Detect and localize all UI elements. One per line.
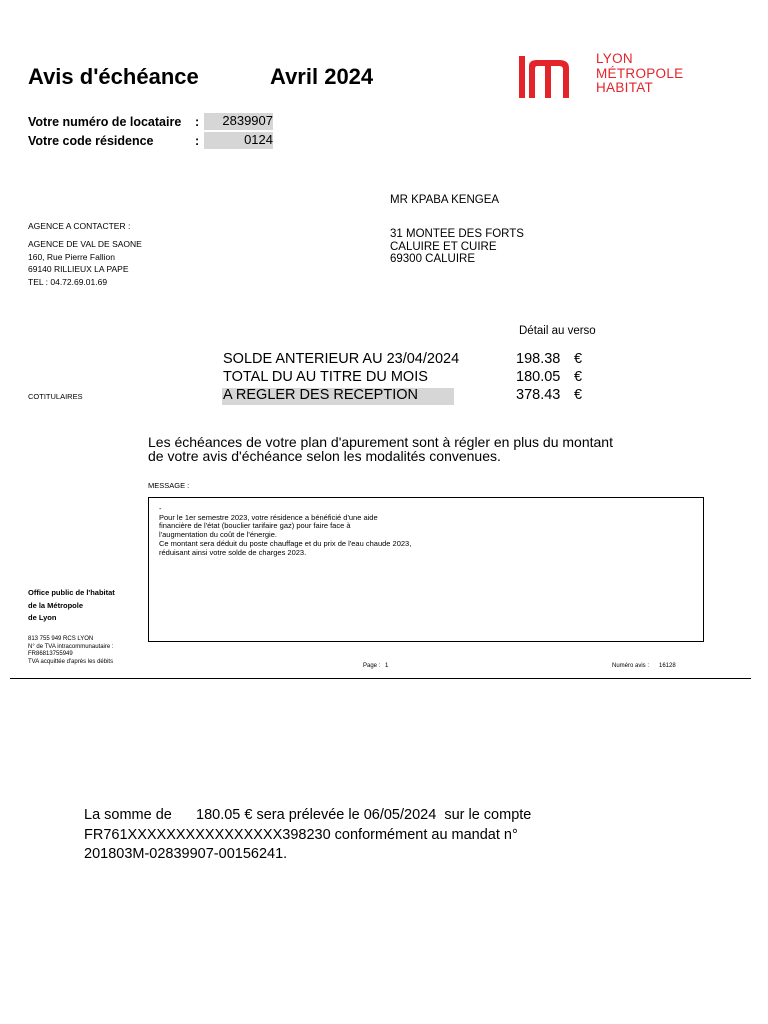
recipient-address-line-3: 69300 CALUIRE — [390, 253, 476, 265]
office-rcs: 813 755 949 RCS LYON — [28, 636, 94, 642]
tenant-number-value: 2839907 — [204, 113, 273, 130]
office-tva-label: N° de TVA intracommunautaire : — [28, 643, 114, 650]
message-text: - Pour le 1er semestre 2023, votre résidence a bénéficié d'une aide financière de l'état (bouclier tarifaire gaz) pour faire face à l'augmentation du coût de l'énergie. Ce montant sera déduit du poste chauffage et du prix de l'eau chaude 2023, réduisant ainsi votre solde de charges 2023. — [159, 504, 412, 557]
detail-note: Détail au verso — [519, 325, 596, 337]
office-name-line-1: Office public de l'habitat — [28, 588, 115, 597]
direct-debit-line-3: 201803M-02839907-00156241. — [84, 846, 288, 862]
recipient-address-line-1: 31 MONTEE DES FORTS — [390, 228, 524, 240]
cotitulaires-label: COTITULAIRES — [28, 392, 83, 401]
tenant-number-colon: : — [195, 115, 200, 129]
payment-plan-notice-line-1: Les échéances de votre plan d'apurement sont à régler en plus du montant — [148, 434, 613, 450]
month-total-currency: € — [574, 369, 583, 385]
separator-line — [10, 678, 751, 679]
document-period: Avril 2024 — [270, 64, 374, 89]
message-box — [148, 497, 704, 642]
recipient-address-line-2: CALUIRE ET CUIRE — [390, 240, 497, 253]
agency-city: 69140 RILLIEUX LA PAPE — [28, 264, 129, 274]
month-total-amount: 180.05 — [516, 369, 561, 385]
amount-due-currency: € — [574, 387, 583, 403]
month-total-label: TOTAL DU AU TITRE DU MOIS — [223, 369, 428, 385]
lmh-logo-icon — [519, 52, 579, 98]
notice-number-label: Numéro avis : — [612, 663, 650, 669]
agency-street: 160, Rue Pierre Fallion — [28, 251, 115, 262]
logo-line-1: LYON — [596, 51, 633, 66]
page-number: 1 — [385, 663, 389, 669]
office-tva-number: FR86813755949 — [28, 651, 73, 658]
office-name — [28, 587, 115, 625]
agency-block — [28, 238, 142, 288]
direct-debit-line-2: FR761XXXXXXXXXXXXXXXX398230 conformément au mandat n° — [84, 826, 518, 843]
agency-phone: TEL : 04.72.69.01.69 — [28, 276, 108, 287]
logo-line-2: MÉTROPOLE — [596, 65, 684, 81]
recipient-address — [390, 228, 524, 266]
tenant-number-label: Votre numéro de locataire — [28, 115, 182, 129]
office-name-line-3: de Lyon — [28, 613, 57, 622]
residence-code-label: Votre code résidence — [28, 134, 154, 148]
residence-code-value: 0124 — [204, 132, 273, 149]
office-name-line-2: de la Métropole — [28, 600, 84, 610]
office-tva-note: TVA acquittée d'après les débits — [28, 658, 114, 665]
lmh-logo-text — [596, 52, 683, 96]
agency-heading: AGENCE A CONTACTER : — [28, 221, 131, 231]
direct-debit-notice — [84, 806, 531, 865]
direct-debit-line-1: La somme de 180.05 € sera prélevée le 06/05/2024 sur le compte — [84, 807, 532, 823]
residence-code-colon: : — [195, 134, 200, 148]
payment-plan-notice-line-2: de votre avis d'échéance selon les modalités convenues. — [148, 447, 501, 464]
document-title: Avis d'échéance — [28, 64, 199, 89]
previous-balance-amount: 198.38 — [516, 351, 561, 367]
payment-plan-notice — [148, 436, 613, 463]
amount-due-label: A REGLER DES RECEPTION — [223, 387, 418, 403]
previous-balance-label: SOLDE ANTERIEUR AU 23/04/2024 — [223, 351, 460, 367]
recipient-name: MR KPABA KENGEA — [390, 194, 500, 206]
logo-line-3: HABITAT — [596, 80, 654, 95]
notice-number-value: 16128 — [659, 663, 676, 669]
previous-balance-currency: € — [574, 351, 583, 367]
amount-due-amount: 378.43 — [516, 387, 561, 403]
agency-name: AGENCE DE VAL DE SAONE — [28, 239, 142, 249]
message-label: MESSAGE : — [148, 481, 190, 490]
page-label: Page : — [363, 663, 381, 669]
office-legal-info — [28, 636, 114, 666]
